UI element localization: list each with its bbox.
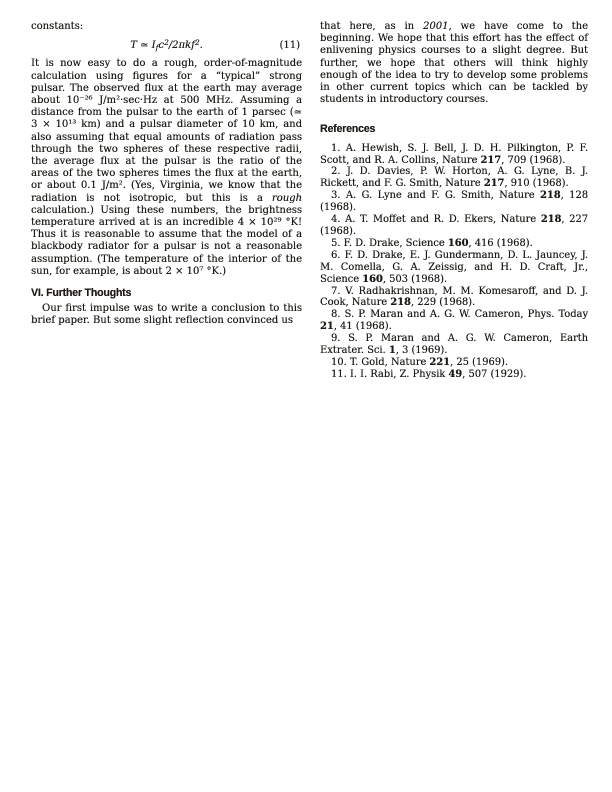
reference-volume: 218	[390, 297, 411, 309]
body-paragraph-1	[31, 58, 302, 278]
equation-mid2: /2πkf	[168, 40, 195, 52]
italic-word: rough	[271, 192, 302, 204]
paragraph-text: It is now easy to do a rough, order-of-magnitude calculation using figures for a “typical” strong pulsar. The observed flux at the earth may average about 10⁻²⁶ J/m²·sec·Hz at 500 MHz. Assuming a distance from the pulsar to the earth of 1 parsec (≃ 3 × 10¹³ km) and a pulsar diameter of 10 km, and also assuming that equal amounts of radiation pass through the two spheres of these respective radii, the average flux at the pulsar is the ratio of the areas of the two spheres times the flux at the earth, or about 0.1 J/m². (Yes, Virginia, we know that the radiation is not isotropic, but this is a	[31, 58, 302, 204]
reference-4	[320, 214, 588, 238]
reference-8	[320, 309, 588, 333]
reference-volume: 1	[388, 345, 396, 357]
equation-body	[130, 37, 203, 53]
reference-11	[320, 369, 588, 381]
reference-text: , 910 (1968).	[504, 178, 569, 190]
reference-3	[320, 190, 588, 214]
italic-title-2001: 2001	[423, 21, 449, 32]
reference-1	[320, 143, 588, 167]
section-heading-further-thoughts: VI. Further Thoughts	[31, 287, 132, 300]
body-paragraph-continuation	[320, 21, 588, 106]
reference-text: 5. F. D. Drake, Science	[331, 237, 448, 249]
reference-text: , 709 (1968).	[501, 154, 566, 166]
reference-text: , 503 (1968).	[382, 273, 448, 285]
reference-text: 3. A. G. Lyne and F. G. Smith, Nature	[331, 190, 540, 202]
right-column	[320, 21, 588, 381]
reference-text: 2. J. D. Davies, P. W. Horton, A. G. Lyne, B. J. Rickett, and F. G. Smith, Nature	[320, 166, 588, 190]
reference-5	[320, 238, 588, 250]
equation-mid1: c	[158, 40, 164, 52]
reference-text: , 41 (1968).	[333, 321, 392, 333]
reference-2	[320, 166, 588, 190]
equation-superscript-1: 2	[163, 37, 169, 47]
reference-volume: 217	[480, 154, 502, 166]
equation-superscript-2: 2	[194, 37, 200, 47]
reference-volume: 218	[539, 190, 561, 202]
reference-volume: 160	[447, 237, 469, 249]
reference-9	[320, 333, 588, 357]
left-column	[31, 21, 302, 328]
references-heading: References	[320, 123, 376, 136]
reference-volume: 217	[483, 178, 505, 190]
reference-text: 11. I. I. Rabi, Z. Physik	[331, 368, 449, 380]
equation-lead: T ≃ I	[130, 40, 156, 52]
reference-text: , 229 (1968).	[410, 297, 476, 309]
reference-volume: 49	[448, 368, 463, 380]
reference-text: , 507 (1929).	[462, 368, 527, 380]
reference-text: 6. F. D. Drake, E. J. Gundermann, D. L. Jauncey, J. M. Comella, G. A. Zeissig, and H. D. Craft, Jr., Science	[320, 249, 588, 285]
reference-text: , 416 (1968).	[468, 237, 533, 249]
reference-text: 10. T. Gold, Nature	[331, 356, 430, 368]
body-paragraph-2: Our first impulse was to write a conclusion to this brief paper. But some slight reflection convinced us	[31, 303, 302, 327]
reference-text: 8. S. P. Maran and A. G. W. Cameron, Phys. Today	[331, 309, 588, 321]
reference-text: , 3 (1969).	[395, 345, 448, 357]
reference-7	[320, 286, 588, 310]
lead-line: constants:	[31, 21, 84, 32]
reference-text: , 227 (1968).	[320, 214, 588, 237]
equation-end: .	[199, 40, 203, 52]
reference-text: 1. A. Hewish, S. J. Bell, J. D. H. Pilkington, P. F. Scott, and R. A. Collins, Nature	[320, 142, 588, 166]
reference-text: , 128 (1968).	[320, 190, 588, 214]
reference-volume: 221	[429, 356, 451, 368]
paragraph-text: calculation.) Using these numbers, the brightness temperature arrived at is an incredible 4 × 10²⁹ °K! Thus it is reasonable to assume that the model of a blackbody radiator for a pulsar is not a reasonable assumption. (The temperature of the interior of the sun, for example, is about 2 × 10⁷ °K.)	[31, 204, 302, 277]
reference-volume: 21	[320, 321, 334, 333]
reference-text: 7. V. Radhakrishnan, M. M. Komesaroff, and D. J. Cook, Nature	[320, 285, 588, 309]
equation-11	[31, 37, 302, 53]
paragraph-text: that here, as in	[320, 21, 423, 32]
equation-subscript: f	[155, 43, 159, 53]
reference-text: , 25 (1969).	[450, 356, 508, 368]
reference-10	[320, 357, 588, 369]
reference-volume: 218	[540, 214, 562, 226]
reference-text: 4. A. T. Moffet and R. D. Ekers, Nature	[331, 214, 541, 226]
equation-number: (11)	[279, 40, 300, 52]
reference-text: 9. S. P. Maran and A. G. W. Cameron, Earth Extrater. Sci.	[320, 333, 588, 357]
reference-volume: 160	[362, 273, 383, 285]
paragraph-text: , we have come to the beginning. We hope that this effort has the effect of enlivening physics courses to a slight degree. But further, we hope that others will think highly enough of the idea to try to develop some problems in other current topics which can be tackled by students in introductory courses.	[320, 21, 588, 106]
reference-6	[320, 250, 588, 286]
